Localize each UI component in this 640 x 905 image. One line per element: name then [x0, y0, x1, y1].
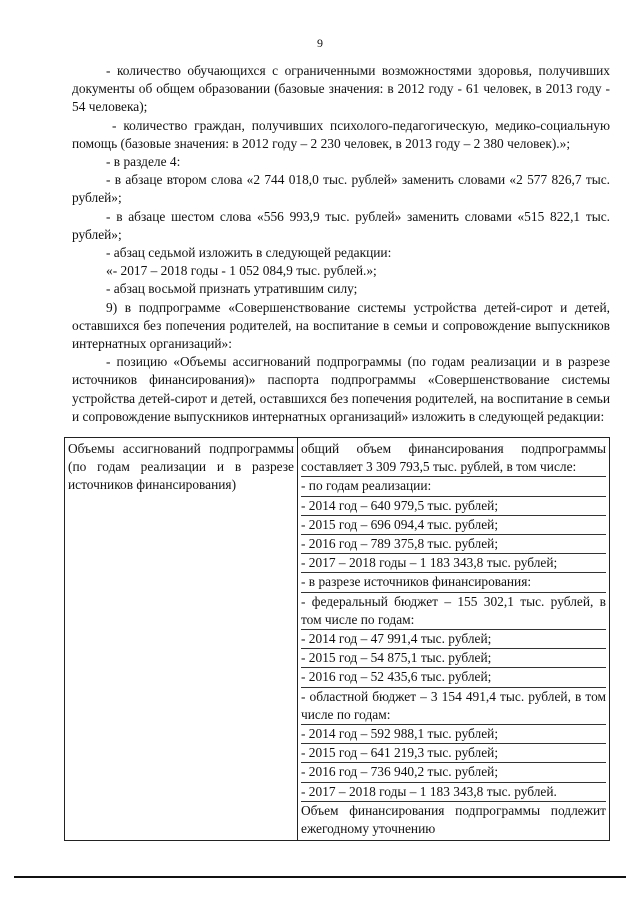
paragraph: - количество обучающихся с ограниченными возможностями здоровья, получивших документы об общем образовании (базовые значения: в 2012 году - 61 человек, в 2013 году - 54 человека); [72, 63, 610, 115]
funding-line: - 2016 год – 789 375,8 тыс. рублей; [301, 535, 606, 554]
footer-rule [14, 876, 626, 878]
funding-line: - областной бюджет – 3 154 491,4 тыс. рублей, в том числе по годам: [301, 688, 606, 725]
paragraph: - в абзаце втором слова «2 744 018,0 тыс. рублей» заменить словами «2 577 826,7 тыс. рублей»; [72, 172, 610, 206]
table-label-cell: Объемы ассигнований подпрограммы (по годам реализации и в разрезе источников финансирования) [65, 438, 298, 841]
paragraph: «- 2017 – 2018 годы - 1 052 084,9 тыс. рублей.»; [106, 263, 377, 279]
funding-line: - федеральный бюджет – 155 302,1 тыс. рублей, в том числе по годам: [301, 593, 606, 630]
funding-line: - 2015 год – 641 219,3 тыс. рублей; [301, 744, 606, 763]
funding-line: - 2017 – 2018 годы – 1 183 343,8 тыс. рублей. [301, 783, 606, 802]
funding-line: - 2015 год – 696 094,4 тыс. рублей; [301, 516, 606, 535]
paragraph: - абзац восьмой признать утратившим силу; [106, 281, 358, 297]
funding-line: Объем финансирования подпрограммы подлежит ежегодному уточнению [301, 802, 606, 837]
funding-line: - 2014 год – 592 988,1 тыс. рублей; [301, 725, 606, 744]
funding-line: общий объем финансирования подпрограммы составляет 3 309 793,5 тыс. рублей, в том числе: [301, 440, 606, 477]
funding-line: - 2015 год – 54 875,1 тыс. рублей; [301, 649, 606, 668]
funding-line: - 2016 год – 736 940,2 тыс. рублей; [301, 763, 606, 782]
funding-line: - 2014 год – 47 991,4 тыс. рублей; [301, 630, 606, 649]
funding-line: - 2017 – 2018 годы – 1 183 343,8 тыс. рублей; [301, 554, 606, 573]
funding-line: - 2016 год – 52 435,6 тыс. рублей; [301, 668, 606, 687]
paragraph: - количество граждан, получивших психолого-педагогическую, медико-социальную помощь (базовые значения: в 2012 году – 2 230 человек, в 2013 году – 2 380 человек).»; [72, 117, 610, 151]
paragraph: - позицию «Объемы ассигнований подпрограммы (по годам реализации и в разрезе источников финансирования)» паспорта подпрограммы «Совершенствование системы устройства детей-сирот и детей, оставшихся без попечения родителей, на воспитание в семьи и сопровождение выпускников интернатных организаций» изложить в следующей редакции: [72, 354, 610, 424]
funding-table [64, 437, 610, 841]
paragraph: - в разделе 4: [106, 154, 181, 170]
document-body [72, 62, 610, 426]
paragraph: - абзац седьмой изложить в следующей редакции: [106, 245, 392, 261]
funding-line: - 2014 год – 640 979,5 тыс. рублей; [301, 497, 606, 516]
paragraph: 9) в подпрограмме «Совершенствование системы устройства детей-сирот и детей, оставшихся без попечения родителей, на воспитание в семьи и сопровождение выпускников интернатных организаций»: [72, 299, 610, 352]
table-value-cell [298, 438, 610, 841]
funding-line: - в разрезе источников финансирования: [301, 573, 606, 592]
page-number: 9 [317, 36, 323, 50]
table-row [65, 438, 610, 841]
funding-line: - по годам реализации: [301, 477, 606, 496]
paragraph: - в абзаце шестом слова «556 993,9 тыс. рублей» заменить словами «515 822,1 тыс. рублей»; [72, 208, 610, 242]
